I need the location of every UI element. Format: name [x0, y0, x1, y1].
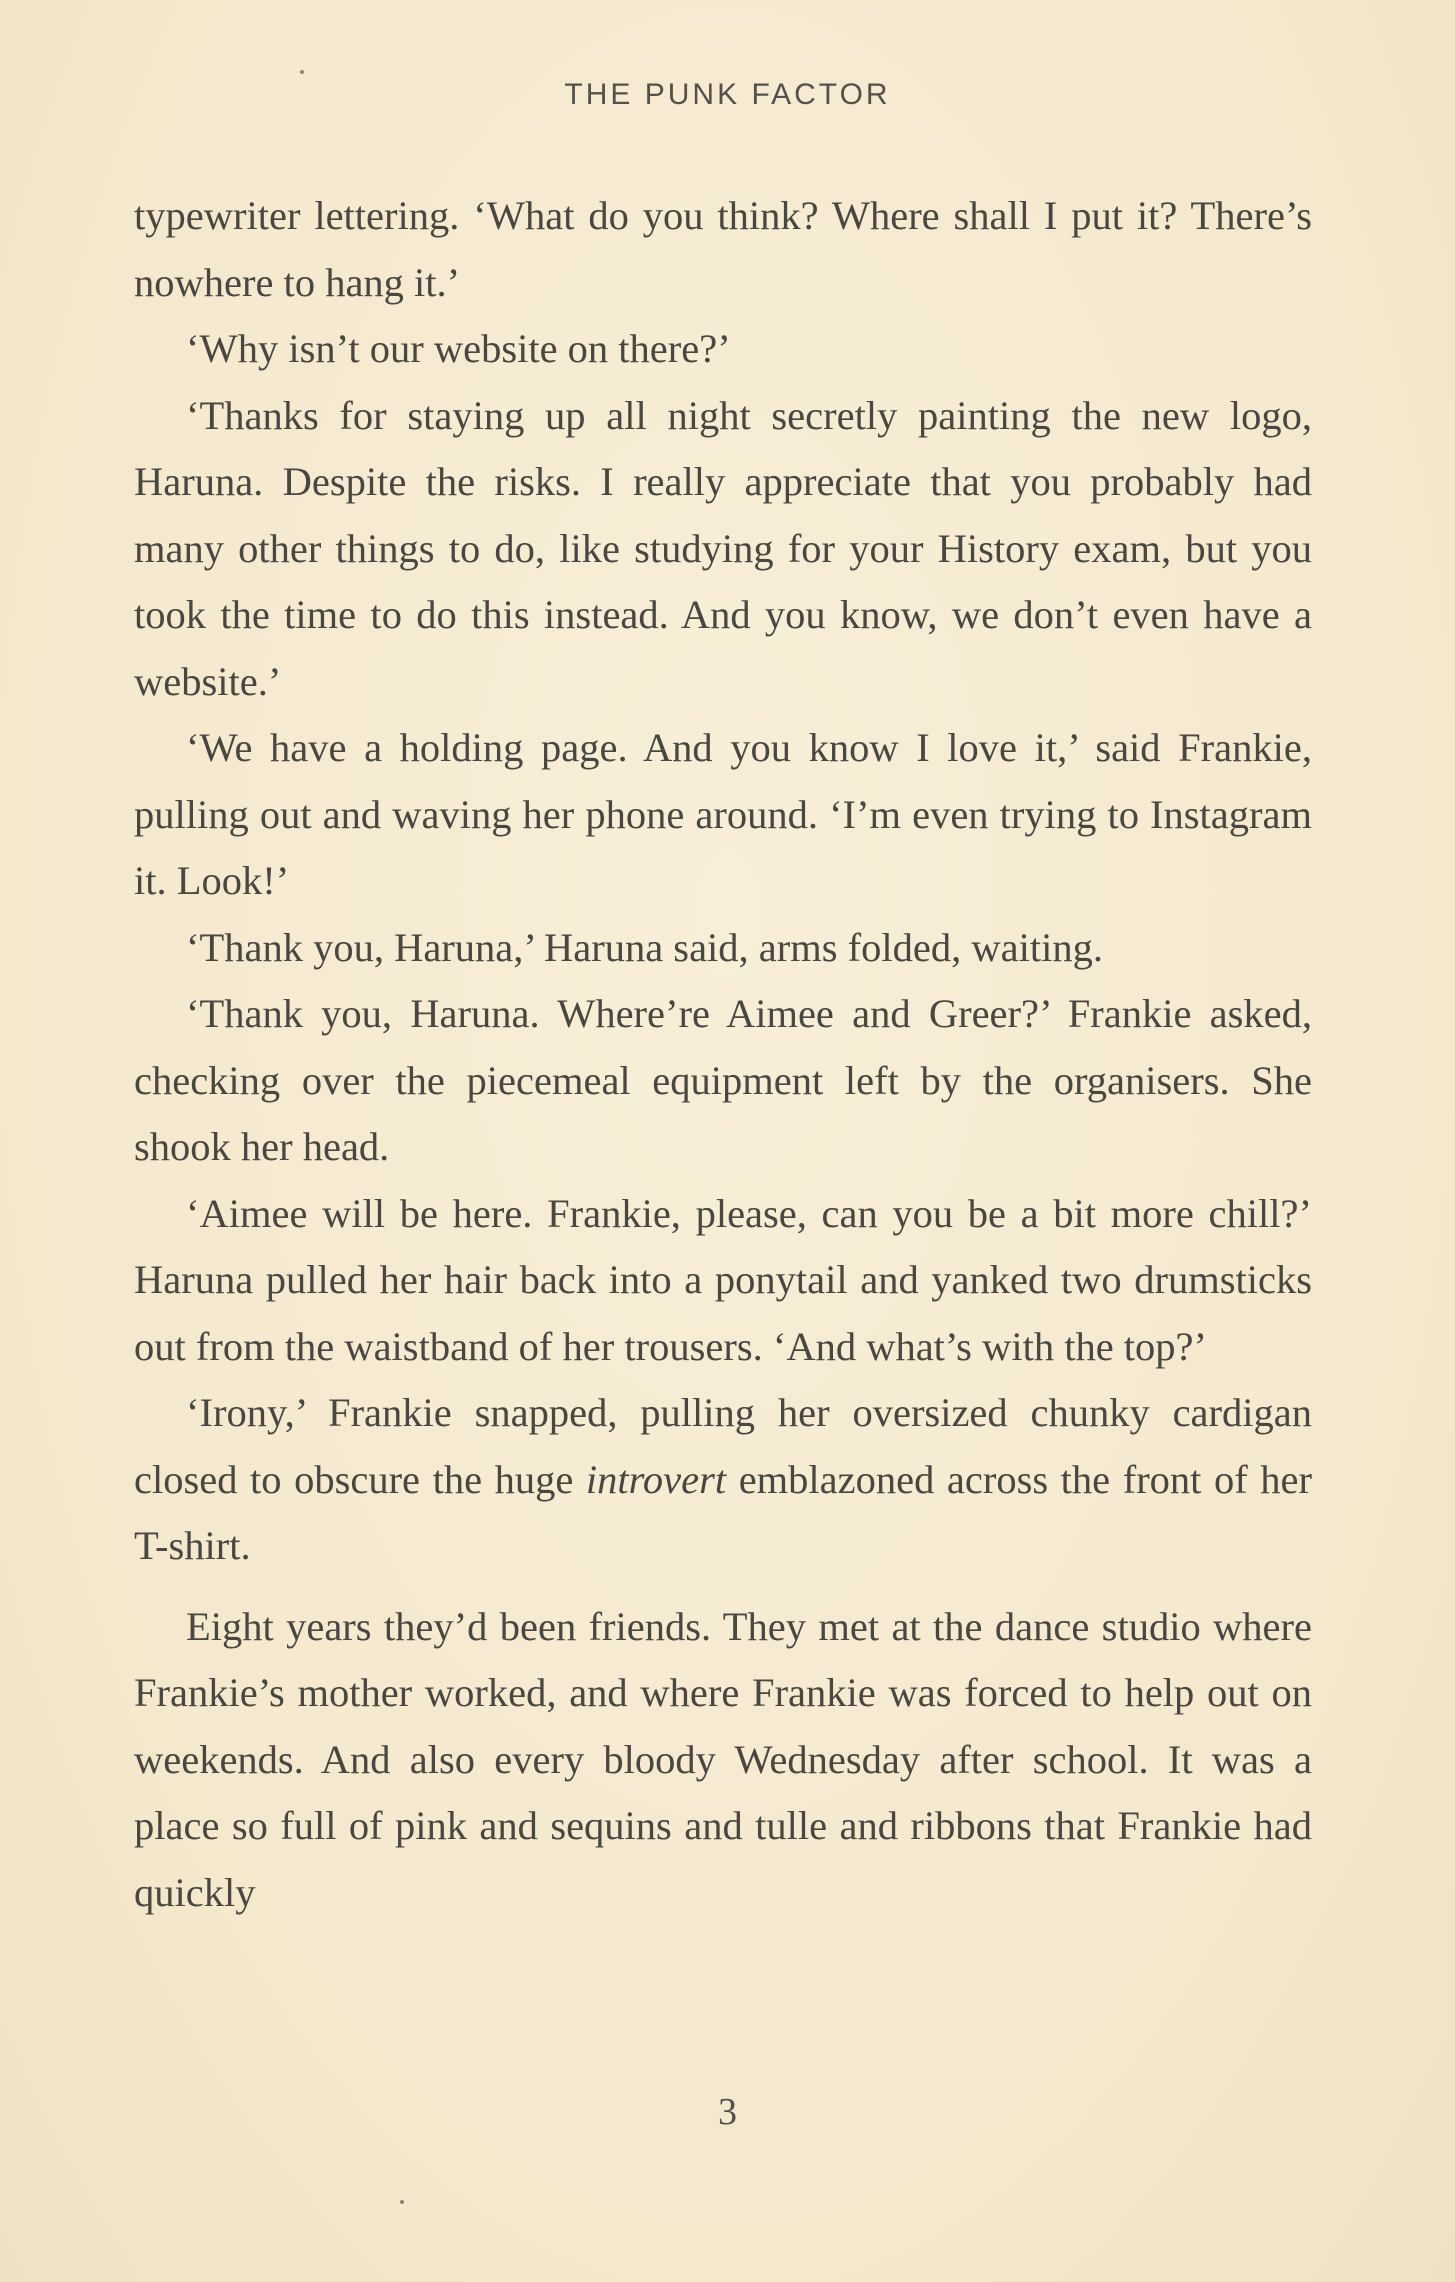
- paragraph: [134, 1594, 1312, 1927]
- paragraph: [134, 383, 1312, 716]
- paragraph: [134, 183, 1312, 316]
- paragraph: [134, 715, 1312, 915]
- paragraph: [134, 1181, 1312, 1381]
- text-run: typewriter lettering. ‘What do you think? Where shall I put it? There’s nowhere to hang it.’: [134, 193, 1312, 305]
- running-head: THE PUNK FACTOR: [564, 78, 891, 111]
- text-run: emblazoned across the front of her T-shirt.: [134, 1456, 1312, 1568]
- text-run: ‘Thank you, Haruna,’ Haruna said, arms folded, waiting.: [186, 924, 1103, 970]
- text-run: Eight years they’d been friends. They met at the dance studio where Frankie’s mother worked, and where Frankie was forced to help out on weekends. And also every bloody Wednesday after school. It was a place so full of pink and sequins and tulle and ribbons that Frankie had quickly: [134, 1603, 1312, 1915]
- page-number: 3: [718, 2091, 737, 2133]
- section-gap: [134, 1580, 1312, 1594]
- paper-speck: [300, 70, 304, 74]
- paragraph: [134, 915, 1312, 982]
- text-run: ‘Thanks for staying up all night secretly painting the new logo, Haruna. Despite the risks. I really appreciate that you probably had many other things to do, like studying for your History exam, but you took the time to do this instead. And you know, we don’t even have a website.’: [134, 392, 1312, 704]
- italic-text-run: introvert: [585, 1456, 727, 1502]
- paragraph: [134, 316, 1312, 383]
- paragraph: [134, 981, 1312, 1181]
- paper-speck: [400, 2200, 404, 2204]
- text-run: ‘Irony,’ Frankie snapped, pulling her oversized chunky cardigan closed to obscure the huge: [134, 1390, 1312, 1502]
- text-run: ‘Why isn’t our website on there?’: [186, 326, 731, 371]
- text-run: ‘We have a holding page. And you know I love it,’ said Frankie, pulling out and waving her phone around. ‘I’m even trying to Instagram it. Look!’: [134, 725, 1312, 903]
- paragraph: [134, 1380, 1312, 1580]
- text-run: ‘Thank you, Haruna. Where’re Aimee and Greer?’ Frankie asked, checking over the piecemeal equipment left by the organisers. She shook her head.: [134, 991, 1312, 1169]
- text-run: ‘Aimee will be here. Frankie, please, can you be a bit more chill?’ Haruna pulled her hair back into a ponytail and yanked two drumsticks out from the waistband of her trousers. ‘And what’s with the top?’: [134, 1190, 1312, 1369]
- body-text: [134, 183, 1312, 1926]
